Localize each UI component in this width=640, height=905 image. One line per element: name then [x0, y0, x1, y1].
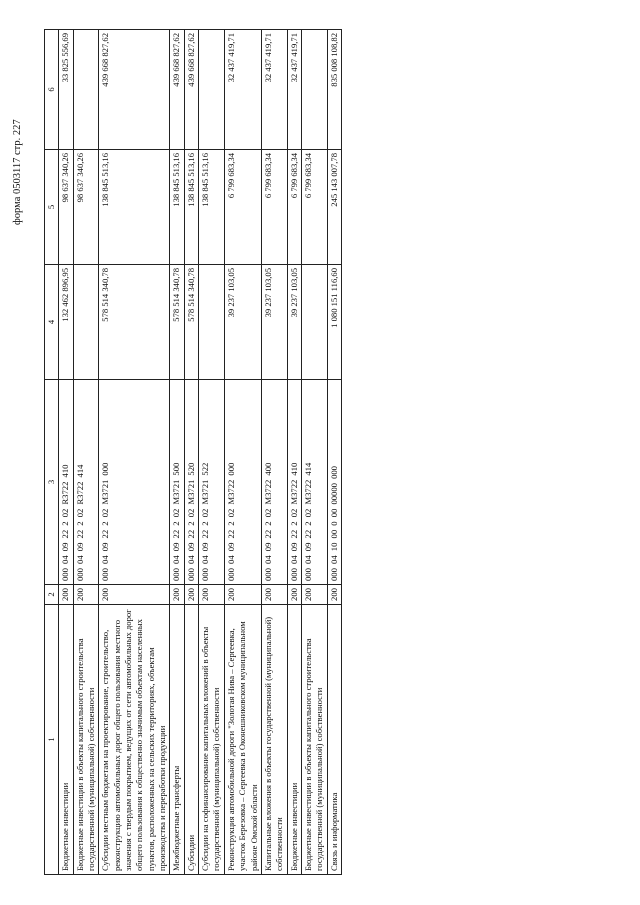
- row-unexecuted-amount: 32 437 419,71: [224, 30, 261, 150]
- row-executed-amount: 138 845 513,16: [199, 150, 225, 265]
- header-cell: 5: [45, 150, 59, 265]
- row-budget-code: 000 04 09 22 2 02 M3722 414: [301, 380, 327, 585]
- row-approved-amount: 39 237 103,05: [224, 265, 261, 380]
- row-name: Бюджетные инвестиции: [59, 605, 73, 875]
- row-executed-amount: 138 845 513,16: [170, 150, 184, 265]
- header-cell: 3: [45, 380, 59, 585]
- row-approved-amount: 1 080 151 116,60: [327, 265, 341, 380]
- table-row: [59, 30, 73, 875]
- row-budget-code: 000 04 09 22 2 02 M3722 400: [261, 380, 287, 585]
- row-budget-code: 000 04 10 00 0 00 00000 000: [327, 380, 341, 585]
- table-row: [99, 30, 170, 875]
- row-approved-amount: [73, 265, 99, 380]
- header-row: [45, 30, 59, 875]
- row-unexecuted-amount: 439 668 827,62: [170, 30, 184, 150]
- row-name: Бюджетные инвестиции в объекты капитального строительства государственной (муниципальной) собственности: [73, 605, 99, 875]
- row-line-code: 200: [99, 585, 170, 605]
- row-executed-amount: 98 637 340,26: [73, 150, 99, 265]
- row-executed-amount: 138 845 513,16: [99, 150, 170, 265]
- row-unexecuted-amount: 32 437 419,71: [261, 30, 287, 150]
- table-row: [73, 30, 99, 875]
- row-line-code: 200: [224, 585, 261, 605]
- row-name: Капитальные вложения в объекты государственной (муниципальной) собственности: [261, 605, 287, 875]
- row-budget-code: 000 04 09 22 2 02 M3721 520: [184, 380, 198, 585]
- row-unexecuted-amount: 835 008 108,82: [327, 30, 341, 150]
- row-unexecuted-amount: [73, 30, 99, 150]
- row-budget-code: 000 04 09 22 2 02 M3722 000: [224, 380, 261, 585]
- table-row: [261, 30, 287, 875]
- row-budget-code: 000 04 09 22 2 02 R3722 414: [73, 380, 99, 585]
- table-row: [301, 30, 327, 875]
- row-executed-amount: 138 845 513,16: [184, 150, 198, 265]
- header-cell: 2: [45, 585, 59, 605]
- row-name: Реконструкция автомобильной дороги "Золотая Нива – Сергеевка, участок Березовка – Сергеевка в Оконешниковском муниципальном районе Омской области: [224, 605, 261, 875]
- row-name: Связь и информатика: [327, 605, 341, 875]
- row-budget-code: 000 04 09 22 2 02 M3722 410: [287, 380, 301, 585]
- row-approved-amount: 39 237 103,05: [261, 265, 287, 380]
- row-approved-amount: 578 514 340,78: [99, 265, 170, 380]
- row-approved-amount: 578 514 340,78: [184, 265, 198, 380]
- row-executed-amount: 6 799 683,34: [261, 150, 287, 265]
- table-row: [199, 30, 225, 875]
- header-cell: 1: [45, 605, 59, 875]
- table-row: [327, 30, 341, 875]
- row-unexecuted-amount: 33 825 556,69: [59, 30, 73, 150]
- row-executed-amount: 6 799 683,34: [224, 150, 261, 265]
- row-budget-code: 000 04 09 22 2 02 M3721 522: [199, 380, 225, 585]
- row-executed-amount: 98 637 340,26: [59, 150, 73, 265]
- row-name: Субсидии на софинансирование капитальных вложений в объекты государственной (муниципальной) собственности: [199, 605, 225, 875]
- row-approved-amount: [199, 265, 225, 380]
- row-budget-code: 000 04 09 22 2 02 M3721 500: [170, 380, 184, 585]
- row-name: Бюджетные инвестиции в объекты капитального строительства государственной (муниципальной) собственности: [301, 605, 327, 875]
- row-executed-amount: 6 799 683,34: [287, 150, 301, 265]
- row-budget-code: 000 04 09 22 2 02 M3721 000: [99, 380, 170, 585]
- row-name: Субсидии местным бюджетам на проектирование, строительство, реконструкцию автомобильных дорог общего пользования местного значения с твердым покрытием, ведущих от сети автомобильных дорог общего пользования к общественно значимым объектам населенных пунктов, расположенных на сельских территориях, объектам производства и переработки продукции: [99, 605, 170, 875]
- row-name: Межбюджетные трансферты: [170, 605, 184, 875]
- row-line-code: 200: [301, 585, 327, 605]
- row-line-code: 200: [287, 585, 301, 605]
- row-line-code: 200: [170, 585, 184, 605]
- row-unexecuted-amount: [301, 30, 327, 150]
- row-approved-amount: 39 237 103,05: [287, 265, 301, 380]
- row-unexecuted-amount: 439 668 827,62: [184, 30, 198, 150]
- report-table: [44, 29, 342, 875]
- table-row: [184, 30, 198, 875]
- row-approved-amount: [301, 265, 327, 380]
- row-budget-code: 000 04 09 22 2 02 R3722 410: [59, 380, 73, 585]
- row-line-code: 200: [59, 585, 73, 605]
- header-cell: 4: [45, 265, 59, 380]
- row-approved-amount: 132 462 896,95: [59, 265, 73, 380]
- row-executed-amount: 6 799 683,34: [301, 150, 327, 265]
- row-line-code: 200: [327, 585, 341, 605]
- row-line-code: 200: [261, 585, 287, 605]
- row-unexecuted-amount: 439 668 827,62: [99, 30, 170, 150]
- row-name: Бюджетные инвестиции: [287, 605, 301, 875]
- row-name: Субсидии: [184, 605, 198, 875]
- table-row: [224, 30, 261, 875]
- header-cell: 6: [45, 30, 59, 150]
- table-row: [170, 30, 184, 875]
- row-unexecuted-amount: [199, 30, 225, 150]
- row-unexecuted-amount: 32 437 419,71: [287, 30, 301, 150]
- row-approved-amount: 578 514 340,78: [170, 265, 184, 380]
- row-line-code: 200: [184, 585, 198, 605]
- table-row: [287, 30, 301, 875]
- form-label: форма 0503117 стр. 227: [12, 119, 23, 225]
- row-line-code: 200: [199, 585, 225, 605]
- row-executed-amount: 245 143 007,78: [327, 150, 341, 265]
- row-line-code: 200: [73, 585, 99, 605]
